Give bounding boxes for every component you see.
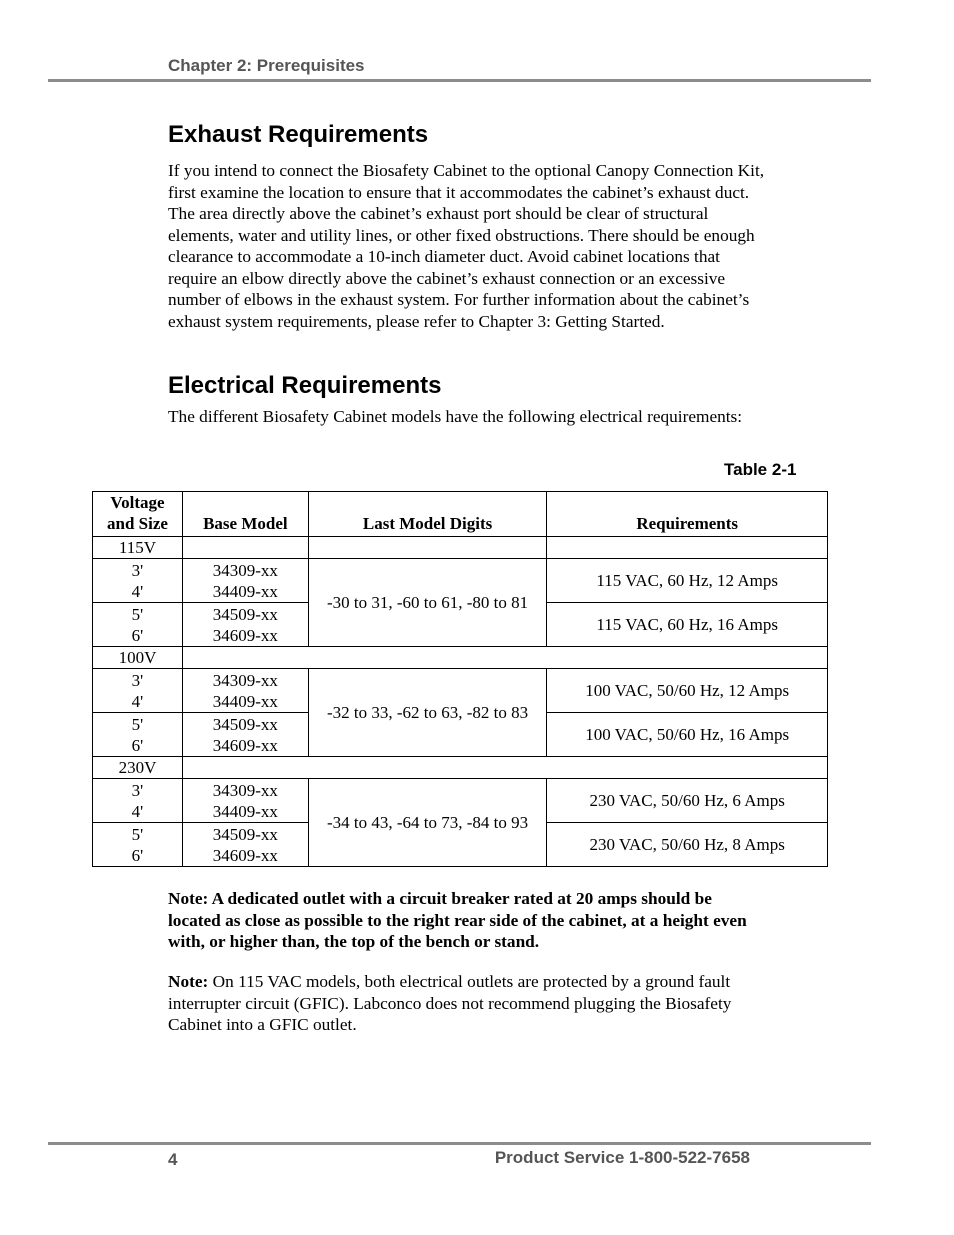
header-base-model: Base Model <box>182 492 308 537</box>
exhaust-heading: Exhaust Requirements <box>168 121 429 148</box>
size-cell: 3' 4' <box>93 779 183 823</box>
header-voltage-size: Voltage and Size <box>93 492 183 537</box>
voltage-cell: 115V <box>93 537 183 559</box>
model-cell: 34309-xx 34409-xx <box>182 559 308 603</box>
model-cell: 34309-xx 34409-xx <box>182 669 308 713</box>
requirement-cell: 230 VAC, 50/60 Hz, 8 Amps <box>547 823 828 867</box>
size-cell: 3' 4' <box>93 559 183 603</box>
table-row <box>93 537 828 559</box>
table-header-row <box>93 492 828 537</box>
size-cell: 5' 6' <box>93 713 183 757</box>
voltage-cell: 230V <box>93 757 183 779</box>
table-caption: Table 2-1 <box>724 460 797 479</box>
digits-cell: -32 to 33, -62 to 63, -82 to 83 <box>308 669 547 757</box>
model-cell: 34509-xx 34609-xx <box>182 603 308 647</box>
electrical-heading: Electrical Requirements <box>168 372 442 399</box>
electrical-paragraph: The different Biosafety Cabinet models have the following electrical requirements: <box>168 407 743 426</box>
header-requirements: Requirements <box>547 492 828 537</box>
model-cell: 34309-xx 34409-xx <box>182 779 308 823</box>
digits-cell: -34 to 43, -64 to 73, -84 to 93 <box>308 779 547 867</box>
table-row <box>93 559 828 603</box>
requirement-cell: 100 VAC, 50/60 Hz, 16 Amps <box>547 713 828 757</box>
voltage-cell: 100V <box>93 647 183 669</box>
table-row <box>93 669 828 713</box>
note-body: On 115 VAC models, both electrical outlets are protected by a ground fault interrupter circuit (GFIC). Labconco does not recommend plugging the Biosafety Cabinet into a GFIC outlet. <box>168 972 732 1034</box>
exhaust-paragraph: If you intend to connect the Biosafety Cabinet to the optional Canopy Connection Kit, first examine the location to ensure that it accommodates the cabinet’s exhaust duct. The area directly above the cabinet’s exhaust port should be clear of structural elements, water and utility lines, or other fixed obstructions. There should be enough clearance to accommodate a 10-inch diameter duct. Avoid cabinet locations that require an elbow directly above the cabinet’s exhaust connection or an excessive number of elbows in the exhaust system. For further information about the cabinet’s exhaust system requirements, please refer to Chapter 3: Getting Started. <box>168 161 765 331</box>
digits-cell: -30 to 31, -60 to 61, -80 to 81 <box>308 559 547 647</box>
product-service-phone: Product Service 1-800-522-7658 <box>494 1148 750 1167</box>
footer-rule <box>48 1142 871 1145</box>
page-number: 4 <box>168 1150 178 1169</box>
table-row <box>93 647 828 669</box>
requirement-cell: 115 VAC, 60 Hz, 12 Amps <box>547 559 828 603</box>
model-cell: 34509-xx 34609-xx <box>182 823 308 867</box>
header-last-model-digits: Last Model Digits <box>308 492 547 537</box>
chapter-header: Chapter 2: Prerequisites <box>168 56 365 75</box>
note-label: Note: <box>168 972 209 991</box>
table-row <box>93 757 828 779</box>
header-rule <box>48 79 871 82</box>
note-dedicated-outlet: Note: A dedicated outlet with a circuit breaker rated at 20 amps should be located as close as possible to the right rear side of the cabinet, at a height even with, or higher than, the top of the bench or stand. <box>168 889 747 951</box>
table-row <box>93 779 828 823</box>
electrical-requirements-table <box>92 491 828 867</box>
requirement-cell: 115 VAC, 60 Hz, 16 Amps <box>547 603 828 647</box>
size-cell: 5' 6' <box>93 823 183 867</box>
size-cell: 3' 4' <box>93 669 183 713</box>
requirement-cell: 230 VAC, 50/60 Hz, 6 Amps <box>547 779 828 823</box>
model-cell: 34509-xx 34609-xx <box>182 713 308 757</box>
note-gfic <box>168 971 768 1036</box>
requirement-cell: 100 VAC, 50/60 Hz, 12 Amps <box>547 669 828 713</box>
size-cell: 5' 6' <box>93 603 183 647</box>
